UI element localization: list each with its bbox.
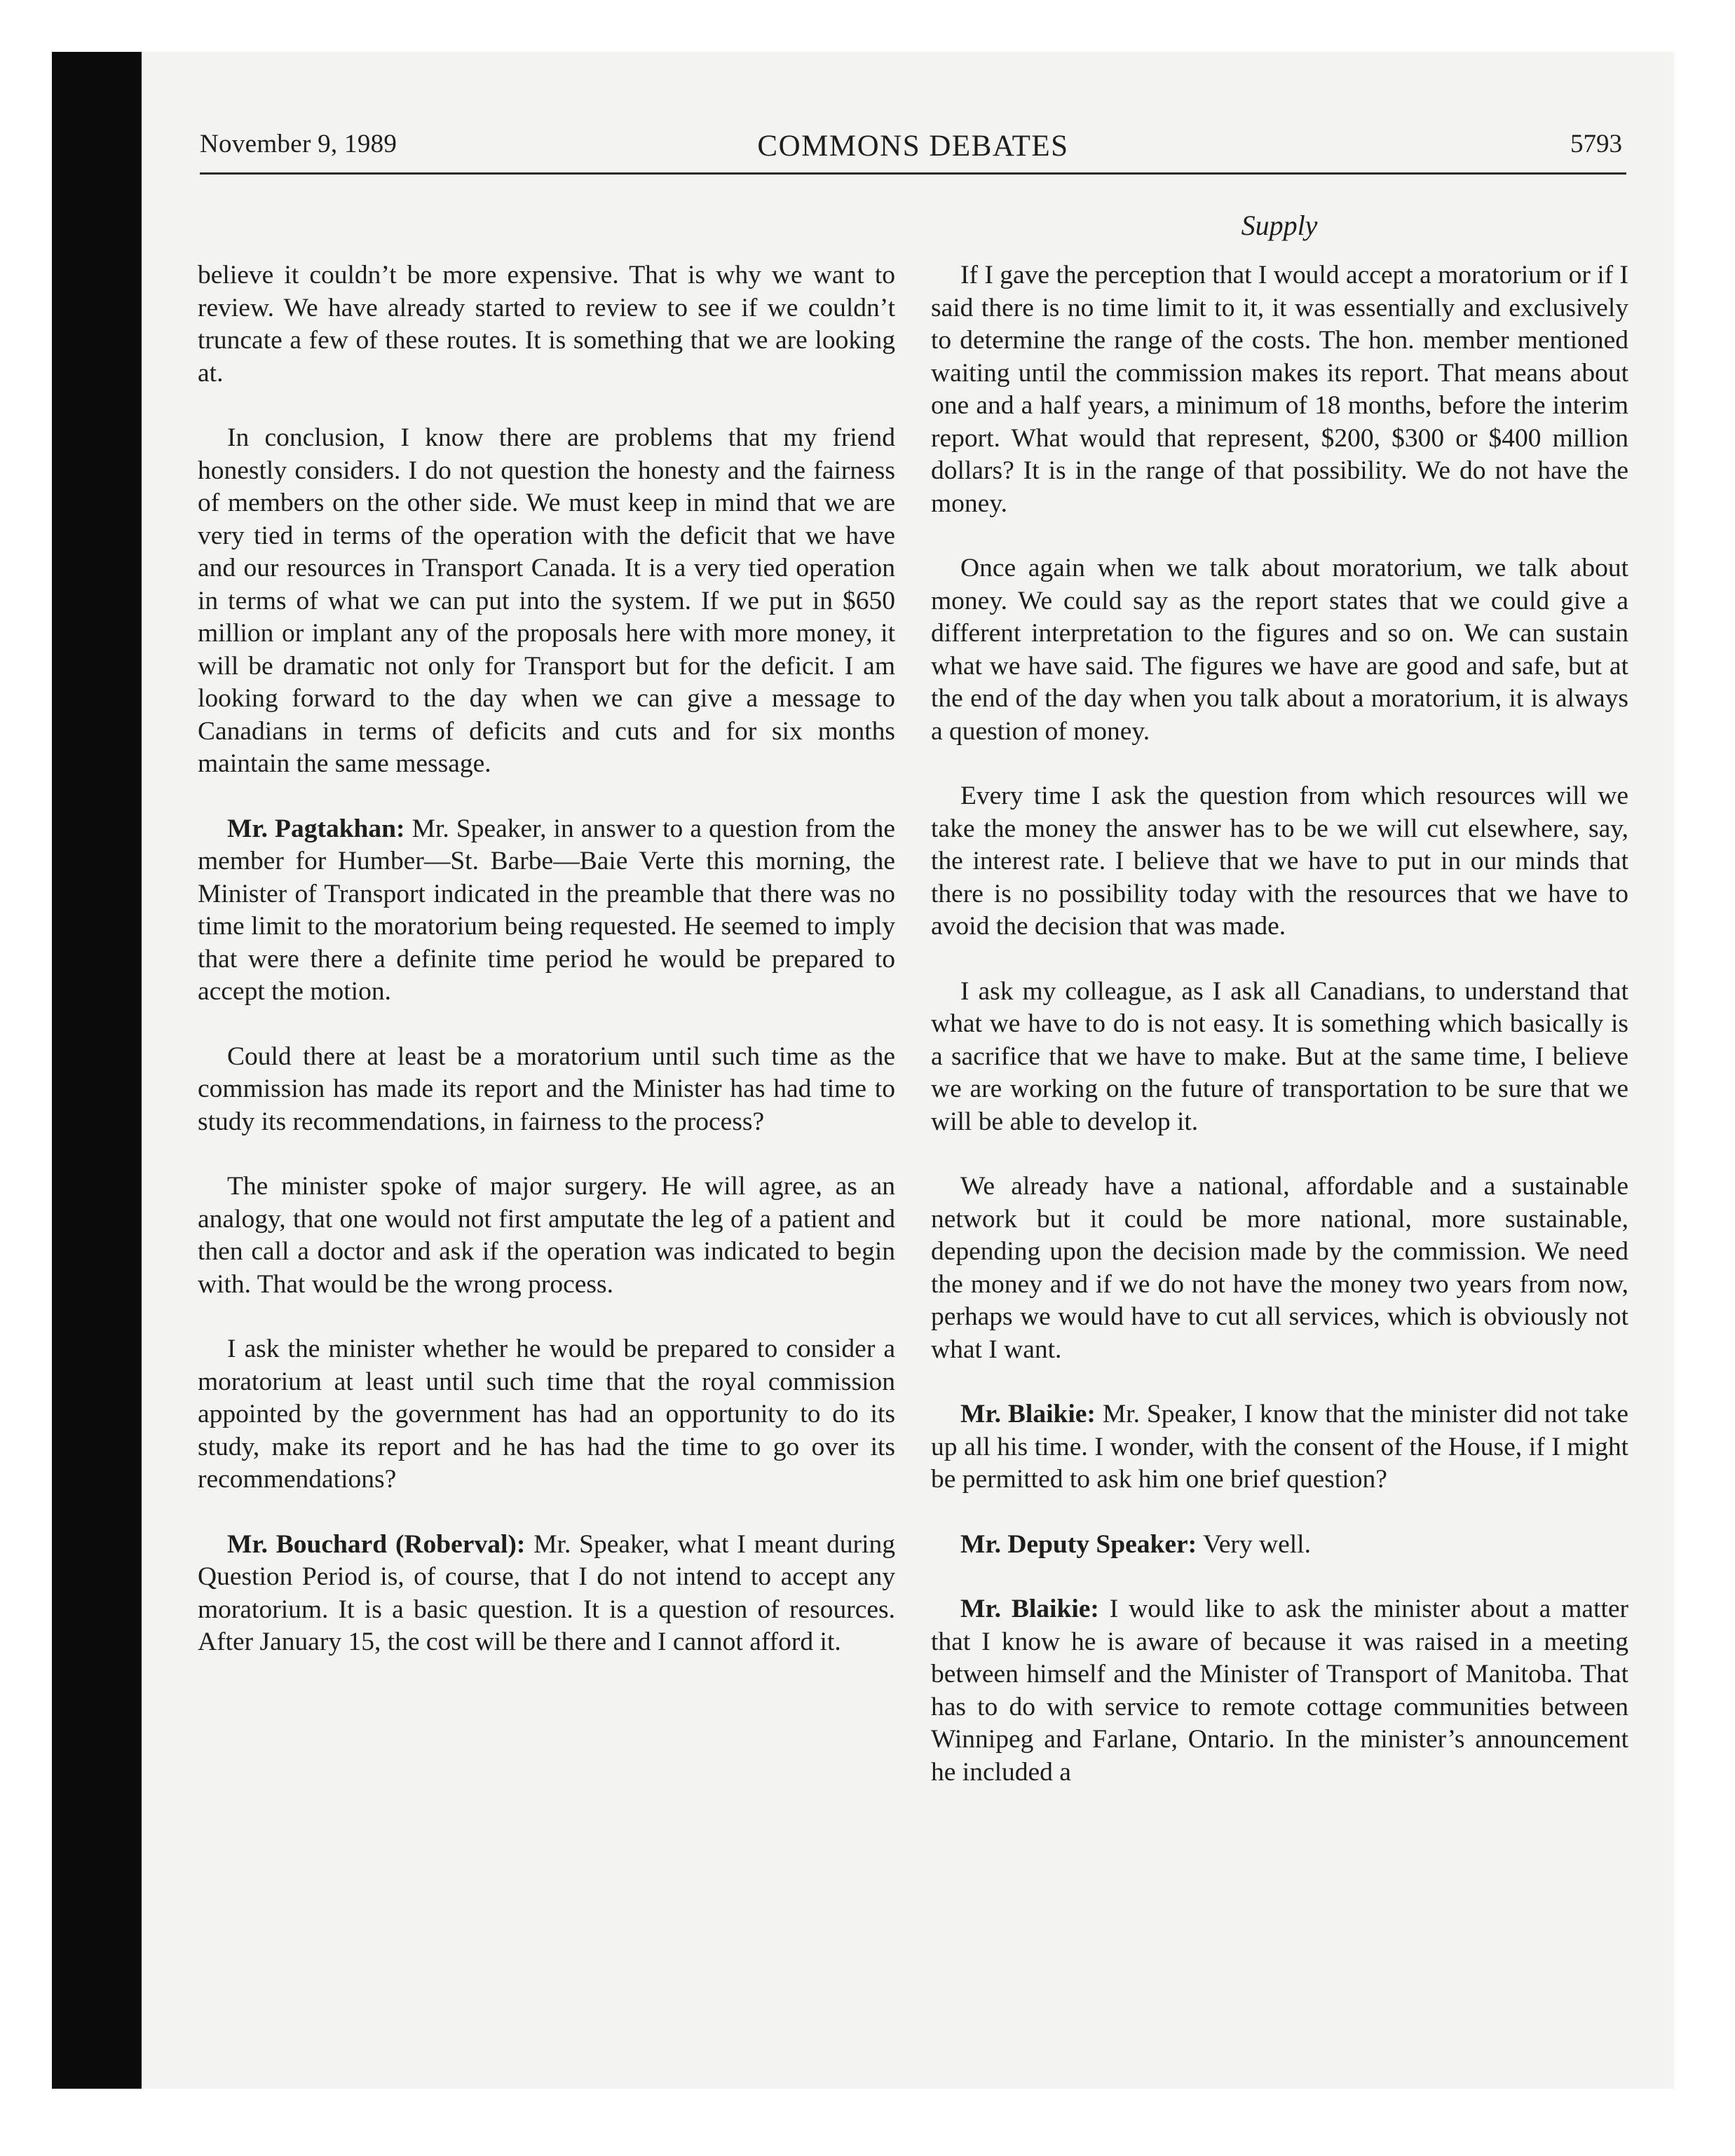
speaker-name: Mr. Bouchard (Roberval): (227, 1529, 526, 1559)
speaker-name: Mr. Blaikie: (960, 1595, 1099, 1623)
paragraph-text: Once again when we talk about moratorium, we talk about money. We could say as the report states that we could give a different interpretation to the figures and so on. We can sustain what we have said. The figures we have are good and safe, but at the end of the day when you talk about a moratorium, it is always a question of money. (931, 554, 1628, 746)
speech-paragraph (931, 1529, 1628, 1562)
header-date: November 9, 1989 (200, 130, 397, 158)
paragraph (198, 1333, 895, 1496)
paragraph-text: The minister spoke of major surgery. He will agree, as an analogy, that one would not first amputate the leg of a patient and then call a doctor and ask if the operation was indicated to begin with. That would be the wrong process. (198, 1172, 895, 1299)
paragraph (198, 422, 895, 781)
paragraph-text: We already have a national, affordable and a sustainable network but it could be more national, more sustainable, depending upon the decision made by the commission. We need the money and if we do not have the money two years from now, perhaps we would have to cut all services, which is obviously not what I want. (931, 1172, 1628, 1364)
speaker-name: Mr. Blaikie: (960, 1400, 1096, 1428)
speaker-name: Mr. Deputy Speaker: (960, 1529, 1197, 1559)
running-header (200, 123, 1626, 175)
paragraph-text: I ask the minister whether he would be prepared to consider a moratorium at least until such time that the royal commission appointed by the government has had an opportunity to do its study, make its report and he has had the time to go over its recommendations? (198, 1335, 895, 1494)
paragraph (198, 1041, 895, 1139)
paragraph-text: If I gave the perception that I would accept a moratorium or if I said there is no time limit to it, it was essentially and exclusively to determine the range of the costs. The hon. member mentioned waiting until the commission makes its report. That means about one and a half years, a minimum of 18 months, before the interim report. What would that represent, $200, $300 or $400 million dollars? It is in the range of that possibility. We do not have the money. (931, 261, 1628, 518)
paragraph (198, 259, 895, 390)
paragraph (931, 1171, 1628, 1366)
section-heading: Supply (1241, 210, 1318, 241)
paragraph-text: I ask my colleague, as I ask all Canadians, to understand that what we have to do is not easy. It is something which basically is a sacrifice that we have to make. But at the same time, I believe we are working on the future of transportation to be sure that we will be able to develop it. (931, 976, 1628, 1136)
paragraph-text: In conclusion, I know there are problems that my friend honestly considers. I do not question the honesty and the fairness of members on the other side. We must keep in mind that we are very tied in terms of the operation with the deficit that we have and our resources in Transport Canada. It is a very tied operation in terms of what we can put into the system. If we put in $650 million or implant any of the proposals here with more money, it will be dramatic not only for Transport but for the deficit. I am looking forward to the day when we can give a message to Canadians in terms of deficits and cuts and for six months maintain the same message. (198, 423, 895, 778)
scan-binding-edge (52, 52, 142, 2089)
paragraph (931, 976, 1628, 1139)
speech-paragraph (198, 1529, 895, 1659)
speech-paragraph (931, 1593, 1628, 1789)
publication-title: COMMONS DEBATES (757, 130, 1069, 163)
paragraph-text: Mr. Speaker, I know that the minister did not take up all his time. I wonder, with the consent of the House, if I might be permitted to ask him one brief question? (931, 1400, 1628, 1494)
paragraph (198, 1171, 895, 1301)
right-column (931, 259, 1628, 1821)
paragraph-text: I would like to ask the minister about a matter that I know he is aware of because it was raised in a meeting between himself and the Minister of Transport of Manitoba. That has to do with service to remote cottage communities between Winnipeg and Farlane, Ontario. In the minister’s announcement he included a (931, 1595, 1628, 1787)
page-number: 5793 (1570, 130, 1622, 158)
paragraph-text: Very well. (1202, 1529, 1311, 1559)
paragraph-text: Mr. Speaker, what I meant during Question Period is, of course, that I do not intend to accept any moratorium. It is a basic question. It is a question of resources. After January 15, the cost will be there and I cannot afford it. (198, 1529, 896, 1656)
paragraph (931, 552, 1628, 748)
speech-paragraph (198, 813, 895, 1009)
paragraph (931, 780, 1628, 943)
paragraph-text: Could there at least be a moratorium until such time as the commission has made its report and the Minister has had time to study its recommendations, in fairness to the process? (198, 1042, 895, 1136)
paragraph-text: believe it couldn’t be more expensive. That is why we want to review. We have already started to review to see if we couldn’t truncate a few of these routes. It is something that we are looking at. (198, 261, 895, 388)
paragraph-text: Mr. Speaker, in answer to a question from the member for Humber—St. Barbe—Baie Verte this morning, the Minister of Transport indicated in the preamble that there was no time limit to the moratorium being requested. He seemed to imply that were there a definite time period he would be prepared to accept the motion. (198, 814, 896, 1006)
paragraph (931, 259, 1628, 520)
left-column (198, 259, 895, 1691)
paragraph-text: Every time I ask the question from which resources will we take the money the answer has to be we will cut elsewhere, say, the interest rate. I believe that we have to put in our minds that there is no possibility today with the resources that we have to avoid the decision that was made. (931, 782, 1628, 941)
speaker-name: Mr. Pagtakhan: (227, 814, 405, 843)
speech-paragraph (931, 1398, 1628, 1496)
